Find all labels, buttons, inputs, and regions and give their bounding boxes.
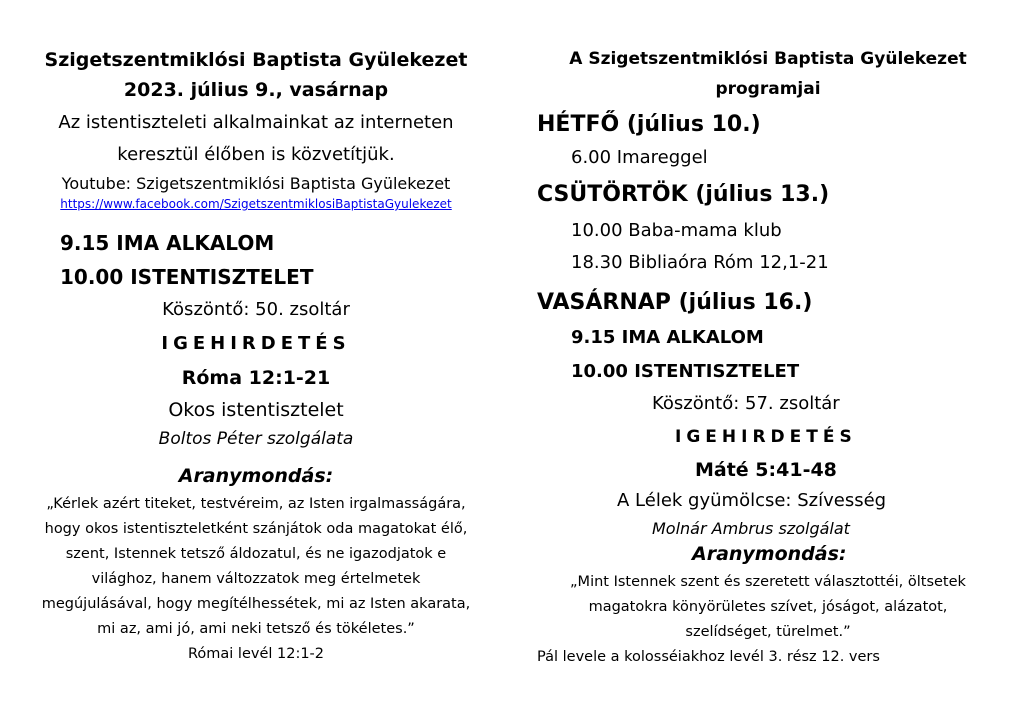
verse-line: mi az, ami jó, ami neki tetsző és tökéletes.”: [97, 621, 415, 637]
prayer-time: 9.15 IMA ALKALOM: [60, 231, 275, 255]
monday-heading: HÉTFŐ (július 10.): [537, 112, 761, 137]
youtube-channel: Youtube: Szigetszentmiklósi Baptista Gyülekezet: [61, 174, 451, 193]
verse-line: hogy okos istentiszteletként szánjátok oda magatokat élő,: [44, 521, 468, 537]
greeting: Köszöntő: 50. zsoltár: [162, 299, 350, 320]
sermon-title: A Lélek gyümölcse: Szívesség: [617, 490, 887, 511]
scripture: Róma 12:1-21: [181, 367, 331, 389]
service-date: 2023. július 9., vasárnap: [123, 79, 389, 101]
verse-line: szelídséget, türelmet.”: [685, 624, 851, 640]
verse-heading: Aranymondás:: [692, 543, 847, 565]
scripture: Máté 5:41-48: [695, 459, 837, 481]
sermon-label: IGEHIRDETÉS: [675, 427, 857, 447]
thursday-item: 10.00 Baba-mama klub: [571, 220, 782, 241]
preacher: Molnár Ambrus szolgálat: [652, 519, 850, 538]
thursday-item: 18.30 Bibliaóra Róm 12,1-21: [571, 252, 829, 273]
service-time: 10.00 ISTENTISZTELET: [60, 265, 314, 289]
verse-line: „Mint Istennek szent és szeretett választottéi, öltsetek: [570, 574, 966, 590]
verse-line: „Kérlek azért titeket, testvéreim, az Isten irgalmasságára,: [46, 496, 466, 512]
online-notice-line1: Az istentiszteleti alkalmainkat az interneten: [58, 112, 454, 133]
verse-line: világhoz, hanem változzatok meg értelmetek: [91, 571, 421, 587]
verse-reference: Pál levele a kolosséiakhoz levél 3. rész 12. vers: [537, 649, 880, 665]
sunday-service: 10.00 ISTENTISZTELET: [571, 361, 800, 382]
schedule-heading-line2: programjai: [715, 79, 821, 99]
verse-line: megújulásával, hogy megítélhessétek, mi az Isten akarata,: [41, 596, 471, 612]
verse-line: szent, Istennek tetsző áldozatul, és ne igazodjatok e: [65, 546, 447, 562]
verse-reference: Római levél 12:1-2: [187, 646, 325, 662]
facebook-link-row: [0, 198, 512, 212]
church-name: Szigetszentmiklósi Baptista Gyülekezet: [44, 49, 468, 71]
sunday-prayer: 9.15 IMA ALKALOM: [571, 327, 764, 348]
greeting: Köszöntő: 57. zsoltár: [652, 393, 840, 414]
schedule-heading-line1: A Szigetszentmiklósi Baptista Gyülekezet: [569, 49, 967, 69]
online-notice-line2: keresztül élőben is közvetítjük.: [117, 144, 395, 165]
preacher: Boltos Péter szolgálata: [158, 429, 354, 449]
sermon-title: Okos istentisztelet: [168, 399, 344, 421]
verse-heading: Aranymondás:: [178, 465, 334, 487]
sunday-heading: VASÁRNAP (július 16.): [537, 290, 813, 315]
thursday-heading: CSÜTÖRTÖK (július 13.): [537, 182, 830, 207]
sermon-label: IGEHIRDETÉS: [161, 333, 351, 354]
verse-line: magatokra könyörületes szívet, jóságot, alázatot,: [588, 599, 948, 615]
monday-item: 6.00 Imareggel: [571, 147, 708, 168]
facebook-link[interactable]: https://www.facebook.com/SzigetszentmiklosiBaptistaGyulekezet: [60, 197, 452, 211]
